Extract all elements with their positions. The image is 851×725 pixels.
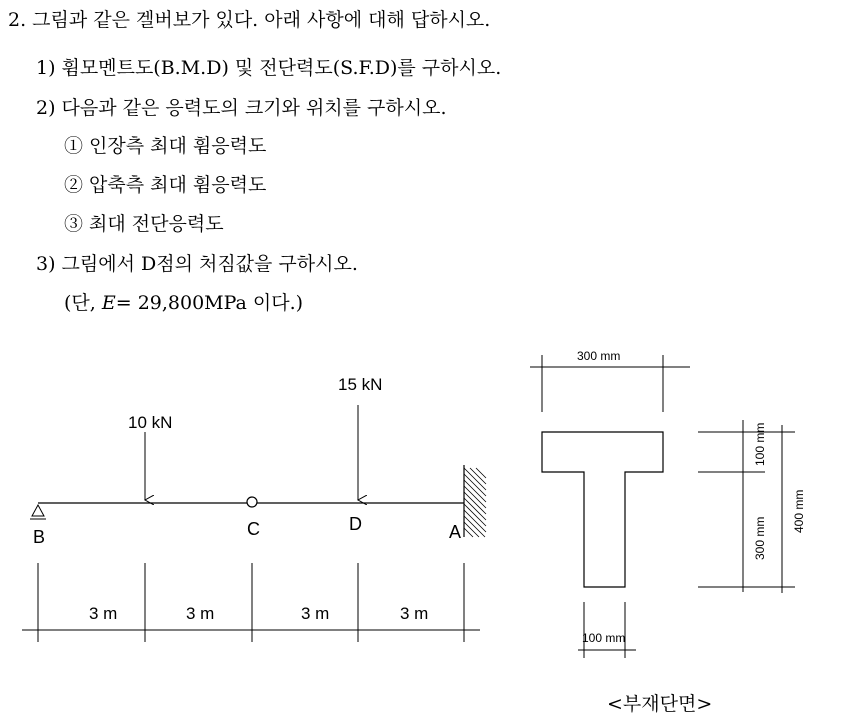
question-2-item-1: ① 인장측 최대 휨응력도 <box>64 135 267 157</box>
problem-title: 2. 그림과 같은 겔버보가 있다. 아래 사항에 대해 답하시오. <box>8 9 491 31</box>
span-label-2: 3 m <box>186 604 215 623</box>
span-dimensions <box>22 563 480 642</box>
point-label-b: B <box>33 527 46 547</box>
span-label-1: 3 m <box>89 604 118 623</box>
t-section-outline <box>542 432 663 587</box>
load-label-15kn: 15 kN <box>338 375 383 394</box>
flange-thickness-label: 100 mm <box>753 422 767 466</box>
question-3: 3) 그림에서 D점의 처짐값을 구하시오. <box>36 253 358 275</box>
point-label-a: A <box>449 522 462 542</box>
span-label-4: 3 m <box>400 604 429 623</box>
web-width-label: 100 mm <box>582 631 626 645</box>
flange-width-label: 300 mm <box>577 349 621 363</box>
hinge-c <box>247 497 257 507</box>
note-prefix: (단, <box>64 292 102 314</box>
span-label-3: 3 m <box>301 604 330 623</box>
note-variable: E <box>101 292 116 314</box>
section-caption: <부재단면> <box>607 693 713 715</box>
fixed-support-a <box>464 465 486 537</box>
t-section <box>530 349 806 715</box>
question-2-item-2: ② 압축측 최대 휨응력도 <box>64 174 267 196</box>
support-b <box>30 505 46 519</box>
point-label-d: D <box>349 514 362 534</box>
question-1: 1) 휨모멘트도(B.M.D) 및 전단력도(S.F.D)를 구하시오. <box>36 57 502 79</box>
point-label-c: C <box>247 519 260 539</box>
question-2: 2) 다음과 같은 응력도의 크기와 위치를 구하시오. <box>36 97 447 119</box>
load-label-10kn: 10 kN <box>128 413 173 432</box>
gerber-beam <box>30 375 486 547</box>
question-2-item-3: ③ 최대 전단응력도 <box>64 213 224 235</box>
note-suffix: = 29,800MPa 이다.) <box>115 292 304 314</box>
web-height-label: 300 mm <box>753 516 767 560</box>
total-height-label: 400 mm <box>792 489 806 533</box>
